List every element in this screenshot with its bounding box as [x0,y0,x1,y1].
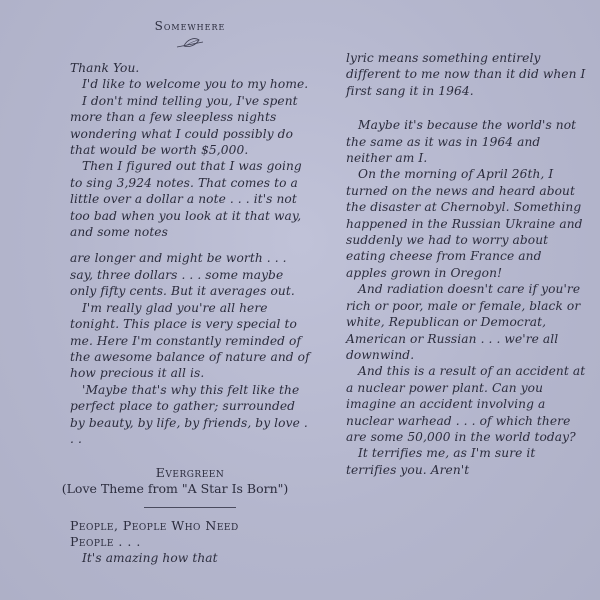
spacer [346,99,586,117]
lyric-paragraph: are longer and might be worth . . . say, three dollars . . . some maybe only fifty cents. But it averages out. [70,251,295,299]
lyric-paragraph: Maybe it's because the world's not the same as it was in 1964 and neither am I. [346,118,577,166]
spacer [70,447,310,465]
lyric-paragraph: It's amazing how that [82,551,218,566]
lyric-paragraph: 'Maybe that's why this felt like the perfect place to gather; surrounded by beauty, by life, by friends, by love . . . [70,382,308,446]
song-subtitle: (Love Theme from "A Star Is Born") [61,481,289,497]
spacer [70,240,310,250]
lyric-paragraph: lyric means something entirely different to me now than it did when I first sang it in 1964. [346,51,586,98]
leaf-ornament-icon [175,36,205,52]
song-title-people: People, People Who Need People . . . [70,518,239,550]
lyric-paragraph: And this is a result of an accident at a nuclear power plant. Can you imagine an accident involving a nuclear warhead . . . of which there are some 50,000 in the world today? [346,364,586,444]
lyric-paragraph: I'm really glad you're all here tonight. This place is very special to me. Here I'm constantly reminded of the awesome balance of nature and of how precious it all is. [70,300,310,381]
lyric-paragraph: I'd like to welcome you to my home. [82,77,309,92]
lyric-paragraph: I don't mind telling you, I've spent more than a few sleepless nights wondering what I could possibly do that would be worth $5,000. [70,93,298,158]
right-column [346,50,586,478]
lyric-paragraph: On the morning of April 26th, I turned on the news and heard about the disaster at Chernobyl. Something happened in the Russian Ukraine and suddenly we had to worry about eating cheese from France and apples grown in Oregon! [346,167,583,280]
song-title-somewhere: Somewhere [154,19,226,33]
left-column [61,18,310,567]
lyric-paragraph: It terrifies me, as I'm sure it terrifies you. Aren't [346,446,536,477]
lyric-paragraph: And radiation doesn't care if you're rich or poor, male or female, black or white, Republican or Democrat, American or Russian . . . we're all downwind. [346,282,581,362]
lyric-paragraph: Thank You. [70,61,140,75]
song-title-evergreen: Evergreen [155,465,225,481]
lyric-paragraph: Then I figured out that I was going to sing 3,924 notes. That comes to a little over a dollar a note . . . it's not too bad when you look at it that way, and some notes [70,159,302,240]
